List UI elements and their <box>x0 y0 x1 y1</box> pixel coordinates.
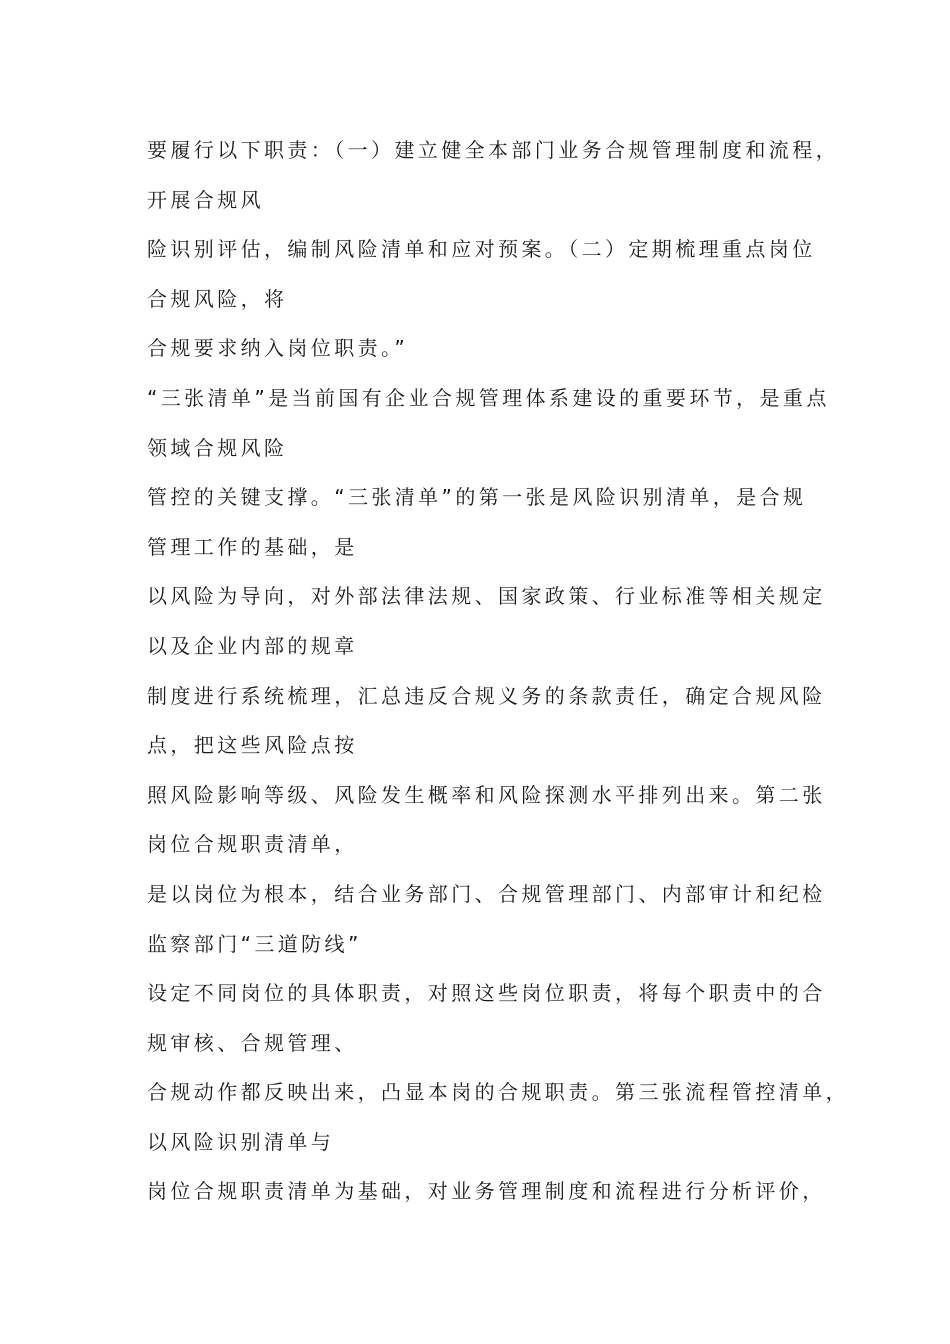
text-line: 规审核、合规管理、 <box>147 1030 358 1055</box>
text-line: 管控的关键支撑。“三张清单”的第一张是风险识别清单，是合规 <box>147 485 807 510</box>
text-line: 险识别评估，编制风险清单和应对预案。（二）定期梳理重点岗位 <box>147 237 816 262</box>
text-line: “三张清单”是当前国有企业合规管理体系建设的重要环节，是重点 <box>147 385 830 410</box>
text-line: 设定不同岗位的具体职责，对照这些岗位职责，将每个职责中的合 <box>147 981 826 1006</box>
text-line: 点，把这些风险点按 <box>147 733 358 758</box>
text-line: 合规动作都反映出来，凸显本岗的合规职责。第三张流程管控清单， <box>147 1080 849 1105</box>
text-line: 开展合规风 <box>147 187 264 212</box>
text-line: 合规风险，将 <box>147 286 288 311</box>
text-line: 以风险识别清单与 <box>147 1129 335 1154</box>
text-line: 领域合规风险 <box>147 435 288 460</box>
text-line: 监察部门“三道防线” <box>147 931 362 956</box>
text-line: 岗位合规职责清单为基础，对业务管理制度和流程进行分析评价， <box>147 1179 826 1204</box>
text-line: 管理工作的基础，是 <box>147 534 358 559</box>
text-line: 要履行以下职责：（一）建立健全本部门业务合规管理制度和流程， <box>147 138 839 162</box>
body-text <box>147 132 847 1223</box>
text-line: 是以岗位为根本，结合业务部门、合规管理部门、内部审计和纪检 <box>147 881 826 906</box>
text-line: 岗位合规职责清单， <box>147 832 358 857</box>
text-line: 合规要求纳入岗位职责。” <box>147 336 409 361</box>
text-line: 制度进行系统梳理，汇总违反合规义务的条款责任，确定合规风险 <box>147 683 826 708</box>
text-line: 以及企业内部的规章 <box>147 633 358 658</box>
text-line: 以风险为导向，对外部法律法规、国家政策、行业标准等相关规定 <box>147 584 826 609</box>
text-line: 照风险影响等级、风险发生概率和风险探测水平排列出来。第二张 <box>147 782 826 807</box>
